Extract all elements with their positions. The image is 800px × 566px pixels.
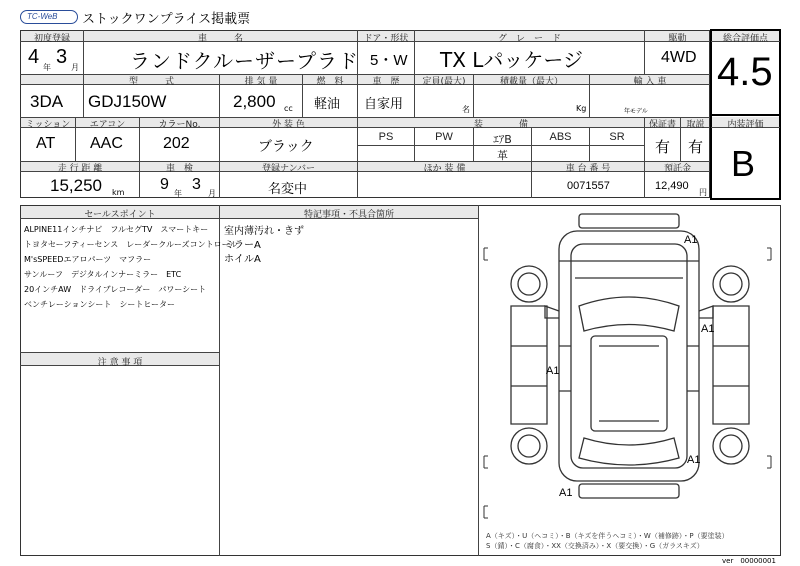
remarks-title: 特記事項・不具合箇所 (303, 210, 394, 220)
equip-airbag-value: 革 (497, 149, 508, 162)
legend-line-2: S（錆）・C（腐食）・XX（交換済み）・X（要交換）・G（ガラスキズ） (486, 542, 704, 550)
drive: 4WD (661, 49, 697, 66)
label-fuel: 燃 料 (316, 77, 344, 87)
exterior-color: ブラック (258, 139, 314, 155)
remark-line: ミラーA (224, 240, 261, 251)
mileage: 15,250 (50, 176, 102, 195)
equip-sr: SR (609, 131, 625, 143)
grade: TX Lパッケージ (440, 48, 584, 72)
month-unit: 月 (71, 63, 79, 72)
first-reg-year: 4 (28, 46, 40, 68)
damage-mark-left-side: A1 (546, 365, 560, 377)
inspection-month: 3 (192, 176, 201, 193)
interior-score: B (731, 143, 756, 184)
label-exterior-color: 外 装 色 (272, 120, 305, 130)
logo-text: TC-WeB (27, 12, 58, 21)
sales-point-line: M'sSPEEDエアロパーツ マフラー (24, 255, 152, 264)
equip-abs: ABS (549, 131, 572, 143)
load-unit: Kg (576, 104, 587, 113)
overall-score: 4.5 (717, 50, 773, 94)
damage-mark-rear: A1 (559, 487, 573, 499)
label-manual: 取説 (686, 120, 705, 130)
damage-mark-rear-right: A1 (687, 454, 701, 466)
label-load: 積載量（最大） (499, 77, 563, 87)
deposit-unit: 円 (699, 188, 707, 197)
label-deposit: 預託金 (663, 164, 691, 174)
plate: 名変中 (268, 182, 308, 197)
equip-airbag: ｴｱB (493, 133, 512, 146)
color-no: 202 (163, 135, 190, 152)
label-overall-score: 総合評価点 (722, 34, 768, 44)
year-unit: 年 (43, 63, 51, 72)
label-mileage: 走 行 距 離 (57, 164, 103, 174)
version: ver 00000001 (722, 557, 776, 565)
label-other-equip: ほか 装 備 (423, 164, 466, 174)
import-unit: 年モデル (624, 108, 648, 115)
sales-point-line: ALPINE11インチナビ フルセグTV スマートキー (24, 225, 209, 234)
displacement: 2,800 (233, 92, 276, 111)
sales-point-line: サンルーフ デジタルインナーミラー ETC (24, 270, 182, 279)
manual: 有 (688, 138, 704, 156)
caution-title: 注 意 事 項 (97, 358, 143, 368)
equip-ps: PS (378, 131, 394, 143)
label-grade: グ レ ー ド (497, 34, 561, 44)
door-type: 5・W (370, 52, 408, 69)
header-logo (20, 10, 78, 24)
car-damage-diagram (479, 206, 780, 526)
label-aircon: エアコン (89, 120, 126, 130)
label-inspection: 車 検 (165, 164, 193, 174)
sales-point-line: ベンチレーションシート シートヒーター (24, 300, 175, 309)
capacity-unit: 名 (462, 105, 470, 114)
aircon: AAC (90, 135, 123, 152)
damage-mark-front-right: A1 (684, 234, 698, 246)
page-title: ストックワンプライス掲載票 (82, 12, 251, 27)
label-equipment: 装 備 (473, 120, 528, 130)
label-warranty: 保証書 (648, 120, 676, 130)
inspection-month-unit: 月 (208, 189, 216, 198)
remark-line: ホイルA (224, 254, 261, 265)
legend-line-1: A（キズ）・U（ヘコミ）・B（キズを伴うヘコミ）・W（補修跡）・P（要塗装） (486, 532, 729, 540)
displacement-unit: cc (284, 104, 293, 113)
label-door-type: ドア・形状 (363, 34, 409, 44)
mission: AT (36, 135, 56, 152)
inspection-year-unit: 年 (174, 189, 182, 198)
first-reg-month: 3 (56, 46, 68, 68)
label-color-no: カラーNo. (158, 120, 201, 130)
label-import: 輸 入 車 (633, 77, 667, 87)
label-plate: 登録ナンバー (262, 164, 315, 174)
label-history: 車 歴 (372, 77, 400, 87)
mileage-unit: km (112, 188, 125, 197)
label-model: 型 式 (128, 77, 174, 87)
sales-point-line: トヨタセーフティーセンス レーダークルーズコントロール (24, 240, 238, 249)
label-mission: ミッション (25, 120, 71, 130)
label-first-reg: 初度登録 (33, 34, 70, 44)
history: 自家用 (364, 97, 404, 112)
label-drive: 駆動 (668, 34, 687, 44)
vin: 0071557 (567, 180, 610, 192)
label-vin: 車 台 番 号 (565, 164, 611, 174)
label-displacement: 排 気 量 (244, 77, 278, 87)
sales-points-title: セールスポイント (84, 210, 156, 220)
damage-mark-right-side: A1 (701, 323, 715, 335)
label-capacity: 定員(最大) (422, 77, 466, 87)
warranty: 有 (655, 138, 671, 156)
remark-line: 室内薄汚れ・きず (224, 226, 304, 237)
equip-pw: PW (435, 131, 453, 143)
model: GDJ150W (88, 92, 167, 111)
label-car-name: 車 名 (197, 34, 243, 44)
sales-point-line: 20インチAW ドライブレコーダー パワーシート (24, 285, 207, 294)
model-prefix: 3DA (30, 92, 64, 111)
car-name: ランドクルーザープラド (130, 49, 359, 73)
fuel: 軽油 (314, 97, 341, 112)
label-interior-score: 内装評価 (727, 120, 764, 130)
deposit: 12,490 (655, 180, 689, 192)
inspection-year: 9 (160, 176, 169, 193)
